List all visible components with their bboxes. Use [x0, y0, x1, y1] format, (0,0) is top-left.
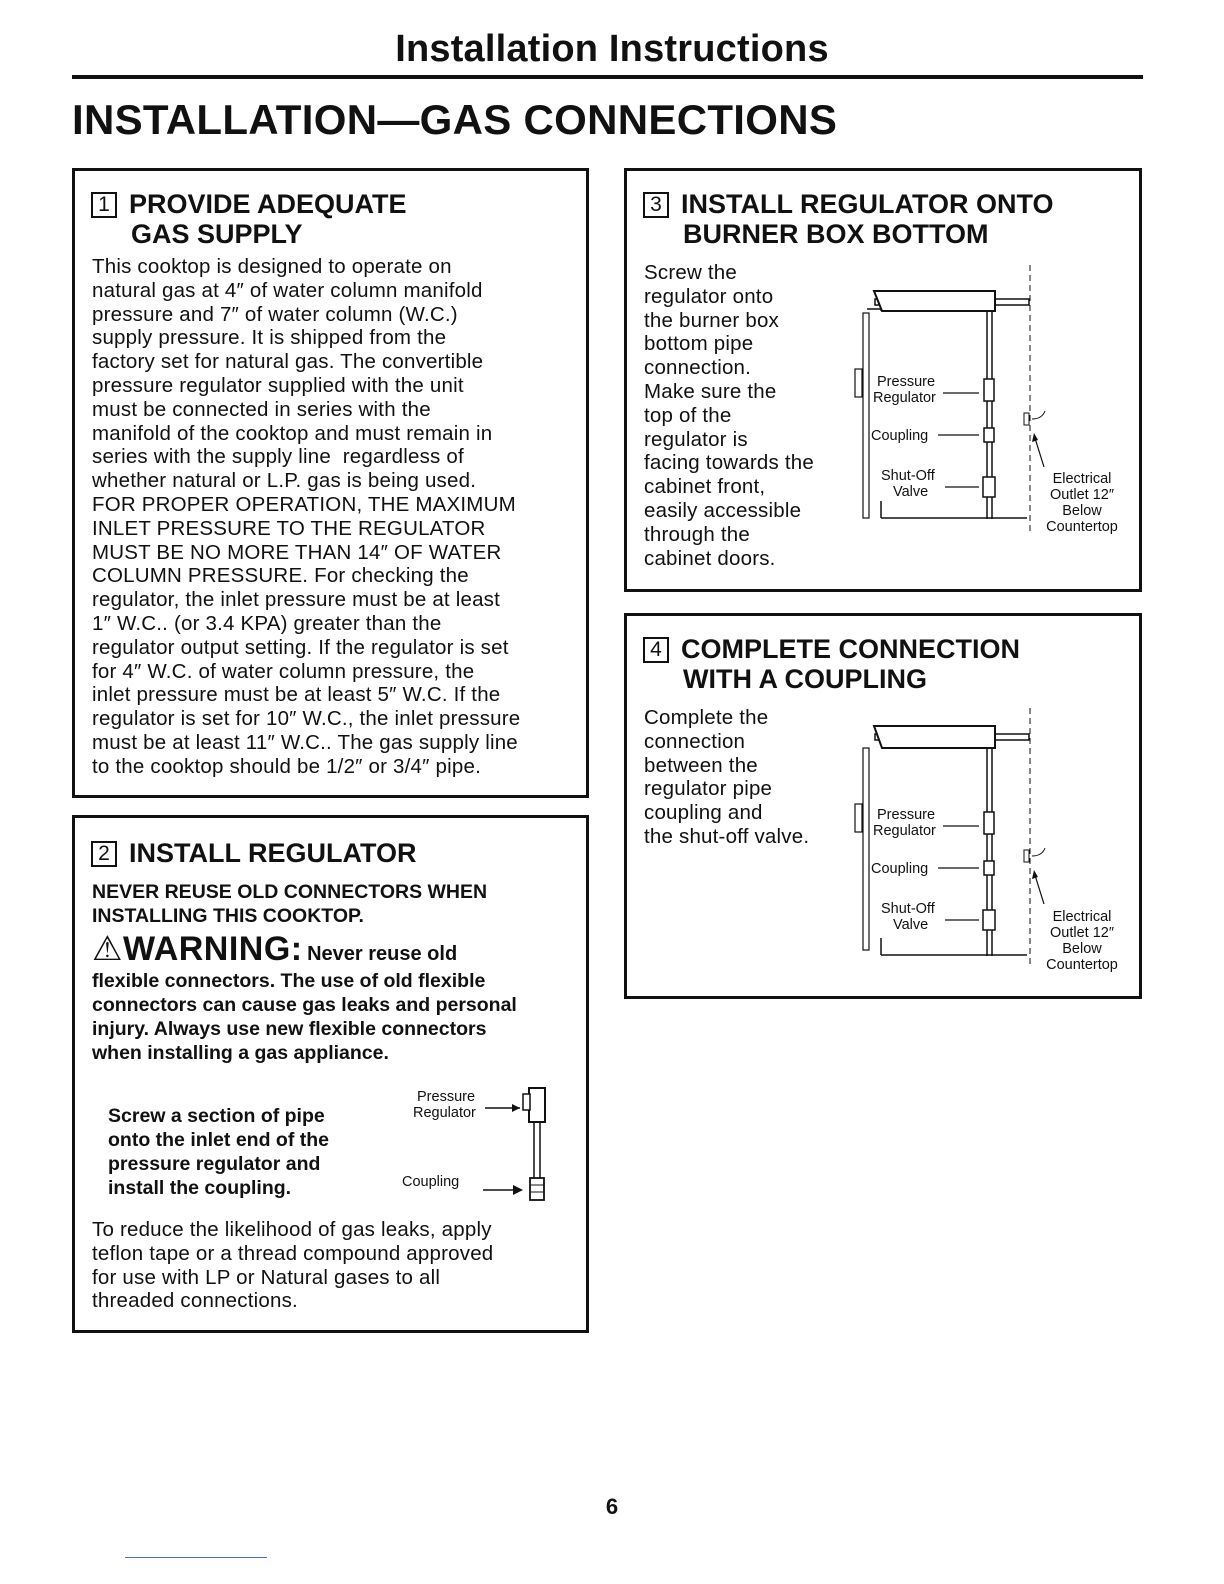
- label-below: Below: [1062, 941, 1102, 957]
- outlet-plug-shape: [1024, 413, 1029, 425]
- label-regulator: Regulator: [873, 823, 936, 839]
- outlet-plug-shape: [1024, 850, 1029, 862]
- section-title: INSTALLATION—GAS CONNECTIONS: [72, 96, 838, 143]
- page-number: 6: [605, 1494, 619, 1519]
- regulator-shape: [984, 379, 994, 401]
- step2-warning-line: [92, 929, 457, 969]
- valve-shape: [983, 910, 995, 930]
- label-valve: Valve: [893, 917, 929, 933]
- step1-heading-line1: PROVIDE ADEQUATE: [129, 189, 407, 219]
- outlet-arrow-icon: [1032, 433, 1038, 442]
- coupling-shape: [530, 1178, 544, 1200]
- label-electrical: Electrical: [1052, 909, 1112, 925]
- pressure-arrow-icon: [512, 1104, 520, 1112]
- diagram-label-regulator: Regulator: [413, 1105, 476, 1121]
- cabinet-top-edge: [867, 309, 881, 311]
- cooktop-body-shape: [874, 291, 995, 311]
- cabinet-hinge: [855, 804, 862, 832]
- label-electrical: Electrical: [1052, 471, 1112, 487]
- coupling-shape-4: [984, 861, 994, 875]
- cabinet-left-wall: [863, 313, 869, 518]
- outlet-cord: [1032, 848, 1045, 856]
- step4-number: 4: [643, 637, 669, 663]
- step2-box: [72, 815, 589, 1333]
- step2-notice: NEVER REUSE OLD CONNECTORS WHEN INSTALLING THIS COOKTOP.: [92, 881, 488, 927]
- label-countertop: Countertop: [1046, 519, 1118, 535]
- regulator-body-shape: [529, 1088, 545, 1122]
- label-regulator: Regulator: [873, 390, 936, 406]
- cabinet-diagram-step4: [847, 704, 1137, 994]
- warning-word: WARNING:: [122, 930, 303, 968]
- label-pressure: Pressure: [877, 807, 936, 823]
- step2-heading-text: INSTALL REGULATOR: [129, 838, 417, 868]
- step4-box: [624, 613, 1142, 999]
- cabinet-diagram-step3: [847, 261, 1137, 561]
- step2-instruction: Screw a section of pipe onto the inlet end of the pressure regulator and install the coupling.: [108, 1105, 329, 1199]
- step3-heading-line2: BURNER BOX BOTTOM: [683, 219, 989, 249]
- cabinet-left-wall: [863, 748, 869, 950]
- label-outlet: Outlet 12″: [1050, 925, 1114, 941]
- step3-heading-line1: INSTALL REGULATOR ONTO: [681, 189, 1054, 219]
- step4-heading-line2: WITH A COUPLING: [683, 664, 927, 694]
- label-coupling: Coupling: [871, 861, 929, 877]
- footer-line: [125, 1557, 267, 1558]
- step2-number: 2: [91, 841, 117, 867]
- step2-note: To reduce the likelihood of gas leaks, apply teflon tape or a thread compound approved for use with LP or Natural gases to all threaded connections.: [92, 1218, 494, 1313]
- regulator-coupling-diagram: [395, 1080, 565, 1210]
- regulator-inlet-shape: [523, 1094, 530, 1110]
- step1-heading-line2: GAS SUPPLY: [131, 219, 303, 249]
- step3-body: Screw the regulator onto the burner box bottom pipe connection. Make sure the top of the regulator is facing towards the cabinet front, easily accessible through the cabinet doors.: [644, 261, 814, 570]
- label-pressure: Pressure: [877, 374, 936, 390]
- step3-heading: [643, 189, 1054, 249]
- label-coupling: Coupling: [871, 428, 929, 444]
- step4-heading-line1: COMPLETE CONNECTION: [681, 634, 1021, 664]
- step4-heading: [643, 634, 1020, 694]
- coupling-arrow-icon: [513, 1185, 523, 1195]
- label-shutoff: Shut-Off: [881, 468, 935, 484]
- label-below: Below: [1062, 503, 1102, 519]
- page-header-title: Installation Instructions: [395, 28, 829, 70]
- coupling-shape-3: [984, 428, 994, 442]
- label-countertop: Countertop: [1046, 957, 1118, 973]
- warning-icon: ⚠: [92, 930, 123, 968]
- label-valve: Valve: [893, 484, 929, 500]
- step1-box: [72, 168, 589, 798]
- outlet-cord: [1032, 411, 1045, 419]
- step3-number: 3: [643, 192, 669, 218]
- diagram-label-pressure: Pressure: [417, 1089, 476, 1105]
- header-rule: [72, 75, 1143, 79]
- diagram-label-coupling: Coupling: [402, 1174, 460, 1190]
- label-outlet: Outlet 12″: [1050, 487, 1114, 503]
- valve-shape: [983, 477, 995, 497]
- step1-body: This cooktop is designed to operate on natural gas at 4″ of water column manifold pressure and 7″ of water column (W.C.) supply pressure. It is shipped from the factory set for natural gas. The convertible pressure regulator supplied with the unit must be connected in series with the manifold of the cooktop and must remain in series with the supply line regardless of whether natural or L.P. gas is being used. FOR PROPER OPERATION, THE MAXIMUM INLET PRESSURE TO THE REGULATOR MUST BE NO MORE THAN 14″ OF WATER COLUMN PRESSURE. For checking the regulator, the inlet pressure must be at least 1″ W.C.. (or 3.4 KPA) greater than the regulator output setting. If the regulator is set for 4″ W.C. of water column pressure, the inlet pressure must be at least 5″ W.C. If the regulator is set for 10″ W.C., the inlet pressure must be at least 11″ W.C.. The gas supply line to the cooktop should be 1/2″ or 3/4″ pipe.: [92, 255, 521, 778]
- step3-box: [624, 168, 1142, 592]
- regulator-shape: [984, 812, 994, 834]
- step1-number: 1: [91, 192, 117, 218]
- step2-heading: [91, 838, 417, 868]
- cabinet-hinge: [855, 369, 862, 397]
- outlet-arrow-icon: [1032, 870, 1038, 879]
- warning-lead: Never reuse old: [307, 943, 458, 965]
- step1-heading: [91, 189, 407, 249]
- label-shutoff: Shut-Off: [881, 901, 935, 917]
- step2-warning-body: flexible connectors. The use of old flexible connectors can cause gas leaks and personal injury. Always use new flexible connectors when installing a gas appliance.: [92, 970, 517, 1064]
- cooktop-body-shape: [874, 726, 995, 748]
- step4-body: Complete the connection between the regulator pipe coupling and the shut-off valve.: [644, 706, 810, 848]
